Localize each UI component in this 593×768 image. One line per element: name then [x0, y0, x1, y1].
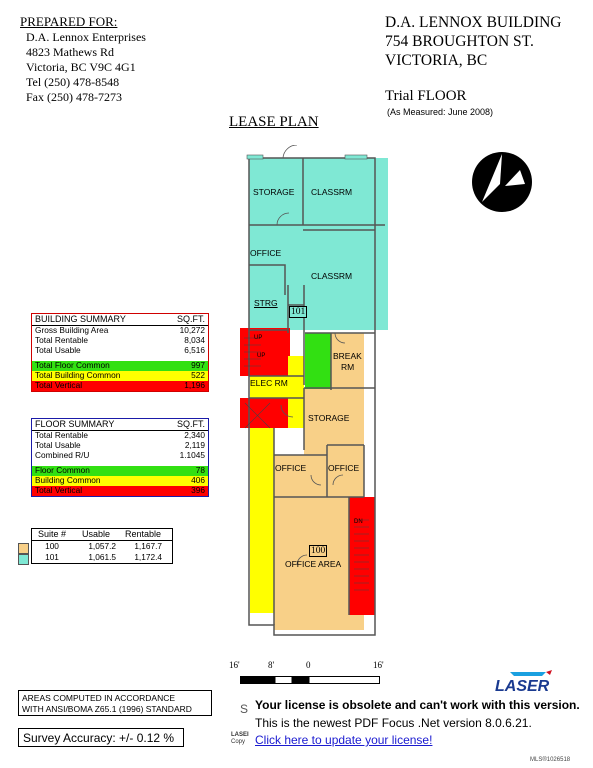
room-label-office-101: OFFICE	[250, 248, 282, 258]
license-version: This is the newest PDF Focus .Net version 8.0.6.21.	[255, 716, 532, 730]
room-label-office-a: OFFICE	[275, 463, 307, 473]
watermark-fragment-s: S	[240, 702, 249, 716]
update-license-link[interactable]: Click here to update your license!	[255, 733, 433, 747]
scale-label-16-left: 16'	[229, 660, 240, 670]
room-label-elec-rm: ELEC RM	[250, 378, 288, 388]
table-row: Total Vertical 396	[32, 486, 208, 496]
suite-table: Suite # Usable Rentable 100 1,057.2 1,167.7 101 1,061.5 1,172.4	[31, 528, 173, 564]
table-row: Total Floor Common 997	[32, 361, 208, 371]
table-row: Combined R/U 1.1045	[35, 449, 205, 460]
prepared-for-street: 4823 Mathews Rd	[26, 45, 114, 59]
measured-date: (As Measured: June 2008)	[387, 107, 494, 117]
suite-100-label: 100	[311, 546, 326, 556]
table-row: Total Vertical 1,196	[32, 381, 208, 391]
building-address: 754 BROUGHTON ST.	[385, 33, 534, 50]
lease-plan-title: LEASE PLAN	[229, 114, 319, 130]
building-summary-title: BUILDING SUMMARY	[35, 314, 126, 324]
prepared-for-title: PREPARED FOR:	[20, 14, 118, 29]
areas-note: AREAS COMPUTED IN ACCORDANCE WITH ANSI/BOMA Z65.1 (1996) STANDARD	[18, 690, 212, 716]
scale-label-16-right: 16'	[373, 660, 384, 670]
table-row: Total Usable 6,516	[35, 344, 205, 355]
room-label-classrm-2: CLASSRM	[311, 271, 353, 281]
table-row: Total Rentable 8,034	[35, 334, 205, 345]
license-warning: Your license is obsolete and can't work with this version.	[255, 698, 580, 712]
laser-logo-icon	[492, 670, 570, 694]
stair-dn-label: DN	[354, 519, 363, 525]
room-label-storage-top: STORAGE	[253, 187, 295, 197]
floor-summary-table	[31, 418, 209, 497]
room-label-classrm-1: CLASSRM	[311, 187, 353, 197]
watermark-fragment-laser: LASEI Copy	[231, 732, 249, 745]
suite-100-swatch	[18, 543, 29, 554]
table-row: 100 1,057.2 1,167.7	[45, 541, 162, 551]
table-row: Total Building Common 522	[32, 371, 208, 381]
building-name: D.A. LENNOX BUILDING	[385, 14, 562, 31]
stair-up-label-1: UP	[254, 335, 263, 341]
north-arrow-icon	[470, 150, 534, 214]
room-label-break-1: BREAK	[333, 351, 362, 361]
scale-bar	[240, 676, 380, 684]
room-label-storage-100: STORAGE	[308, 413, 350, 423]
table-row: Gross Building Area 10,272	[35, 325, 205, 335]
table-row: Building Common 406	[32, 476, 208, 486]
floor-title: Trial FLOOR	[385, 88, 467, 104]
survey-accuracy: Survey Accuracy: +/- 0.12 %	[18, 728, 184, 747]
prepared-for-fax: Fax (250) 478-7273	[26, 90, 122, 104]
room-label-office-b: OFFICE	[328, 463, 360, 473]
prepared-for-city: Victoria, BC V9C 4G1	[26, 60, 136, 74]
laser-logo-text: LASER	[495, 678, 550, 694]
building-city: VICTORIA, BC	[385, 52, 488, 69]
prepared-for-name: D.A. Lennox Enterprises	[26, 30, 146, 44]
table-row: Total Usable 2,119	[35, 439, 205, 450]
room-label-break-2: RM	[341, 362, 355, 372]
listing-id: MLS®1026518	[530, 757, 571, 763]
table-row: 101 1,061.5 1,172.4	[45, 552, 162, 562]
floor-summary-unit: SQ.FT.	[176, 419, 205, 429]
prepared-for-tel: Tel (250) 478-8548	[26, 75, 120, 89]
suite-101-label: 101	[291, 307, 306, 317]
table-row: Total Rentable 2,340	[35, 430, 205, 440]
room-label-office-area: OFFICE AREA	[285, 559, 342, 569]
suite-101-swatch	[18, 554, 29, 565]
room-label-strg: STRG	[254, 298, 278, 308]
building-summary-unit: SQ.FT.	[176, 314, 205, 324]
scale-label-8: 8'	[268, 660, 275, 670]
scale-label-0: 0	[306, 660, 311, 670]
stair-up-label-2: UP	[257, 353, 266, 359]
table-row: Floor Common 78	[32, 466, 208, 476]
building-summary-table	[31, 313, 209, 392]
floor-summary-title: FLOOR SUMMARY	[35, 419, 115, 429]
